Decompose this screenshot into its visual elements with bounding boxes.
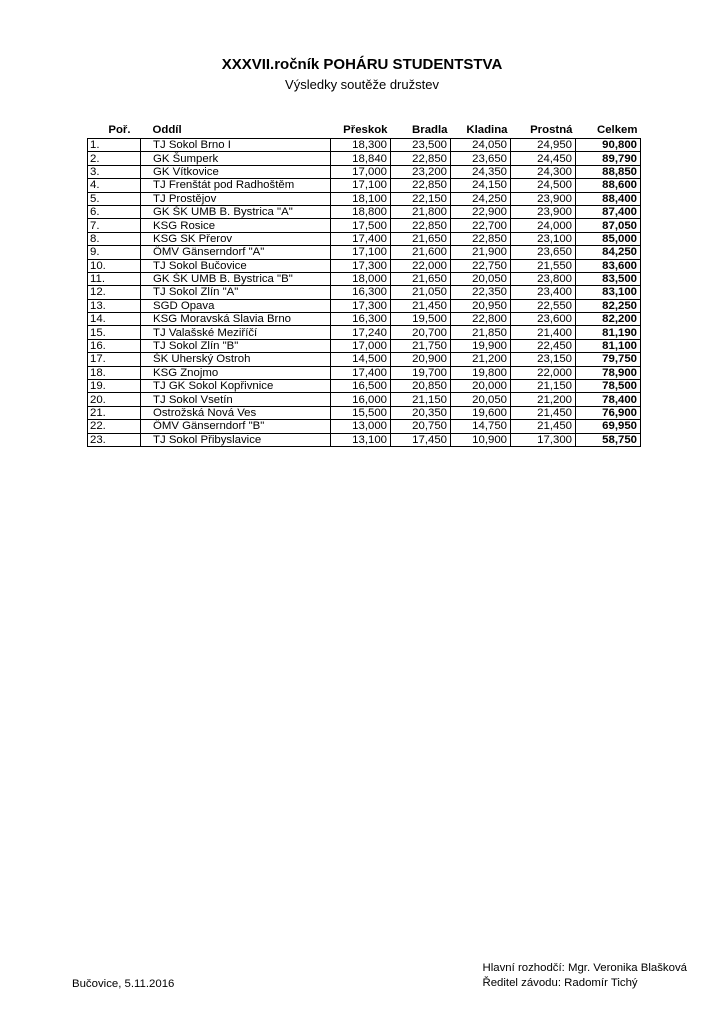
cell-prostna: 22,550: [511, 299, 576, 312]
cell-bradla: 17,450: [391, 433, 451, 446]
cell-kladina: 19,600: [451, 406, 511, 419]
cell-kladina: 19,800: [451, 366, 511, 379]
cell-prostna: 17,300: [511, 433, 576, 446]
cell-rank: 2.: [88, 152, 141, 165]
cell-preskok: 17,400: [331, 232, 391, 245]
cell-prostna: 21,450: [511, 420, 576, 433]
cell-rank: 13.: [88, 299, 141, 312]
cell-kladina: 21,900: [451, 246, 511, 259]
cell-prostna: 23,900: [511, 205, 576, 218]
cell-bradla: 22,850: [391, 219, 451, 232]
cell-club: TJ Sokol Vsetín: [141, 393, 331, 406]
cell-club: KSG SK Přerov: [141, 232, 331, 245]
cell-bradla: 21,150: [391, 393, 451, 406]
cell-preskok: 16,000: [331, 393, 391, 406]
cell-preskok: 17,500: [331, 219, 391, 232]
cell-prostna: 23,400: [511, 286, 576, 299]
cell-preskok: 18,100: [331, 192, 391, 205]
cell-rank: 14.: [88, 313, 141, 326]
cell-celkem: 78,500: [576, 380, 641, 393]
table-row: [88, 232, 641, 245]
cell-prostna: 21,400: [511, 326, 576, 339]
column-header-club: Oddíl: [141, 118, 331, 139]
cell-preskok: 13,000: [331, 420, 391, 433]
document-title: XXXVII.ročník POHÁRU STUDENTSTVA: [221, 56, 503, 73]
cell-celkem: 82,200: [576, 313, 641, 326]
cell-kladina: 20,000: [451, 380, 511, 393]
table-row: [88, 433, 641, 446]
cell-kladina: 10,900: [451, 433, 511, 446]
cell-bradla: 21,050: [391, 286, 451, 299]
cell-kladina: 21,200: [451, 353, 511, 366]
cell-rank: 5.: [88, 192, 141, 205]
cell-prostna: 23,650: [511, 246, 576, 259]
cell-rank: 10.: [88, 259, 141, 272]
cell-bradla: 20,700: [391, 326, 451, 339]
cell-kladina: 22,350: [451, 286, 511, 299]
cell-bradla: 20,850: [391, 380, 451, 393]
table-row: [88, 366, 641, 379]
cell-prostna: 21,550: [511, 259, 576, 272]
cell-preskok: 17,000: [331, 339, 391, 352]
cell-celkem: 88,400: [576, 192, 641, 205]
cell-bradla: 19,700: [391, 366, 451, 379]
table-row: [88, 165, 641, 178]
cell-club: TJ Valašské Meziříčí: [141, 326, 331, 339]
cell-rank: 22.: [88, 420, 141, 433]
cell-prostna: 24,950: [511, 139, 576, 152]
cell-rank: 18.: [88, 366, 141, 379]
document-subtitle: Výsledky soutěže družstev: [285, 77, 439, 92]
cell-prostna: 21,200: [511, 393, 576, 406]
cell-preskok: 18,800: [331, 205, 391, 218]
cell-celkem: 81,190: [576, 326, 641, 339]
cell-bradla: 19,500: [391, 313, 451, 326]
cell-celkem: 87,050: [576, 219, 641, 232]
table-row: [88, 313, 641, 326]
cell-kladina: 20,950: [451, 299, 511, 312]
cell-celkem: 69,950: [576, 420, 641, 433]
cell-celkem: 88,850: [576, 165, 641, 178]
cell-preskok: 17,100: [331, 179, 391, 192]
cell-club: KSG Moravská Slavia Brno: [141, 313, 331, 326]
cell-rank: 19.: [88, 380, 141, 393]
column-header-prostna: Prostná: [511, 118, 576, 139]
column-header-rank: Poř.: [88, 118, 141, 139]
cell-celkem: 82,250: [576, 299, 641, 312]
cell-rank: 23.: [88, 433, 141, 446]
cell-club: TJ Sokol Bučovice: [141, 259, 331, 272]
cell-rank: 20.: [88, 393, 141, 406]
cell-preskok: 17,240: [331, 326, 391, 339]
column-header-celkem: Celkem: [576, 118, 641, 139]
cell-kladina: 24,350: [451, 165, 511, 178]
cell-celkem: 90,800: [576, 139, 641, 152]
cell-celkem: 78,400: [576, 393, 641, 406]
cell-kladina: 22,700: [451, 219, 511, 232]
cell-celkem: 83,100: [576, 286, 641, 299]
table-row: [88, 406, 641, 419]
cell-club: ÖMV Gänserndorf "B": [141, 420, 331, 433]
cell-prostna: 24,450: [511, 152, 576, 165]
cell-club: GK Šumperk: [141, 152, 331, 165]
table-row: [88, 192, 641, 205]
cell-celkem: 79,750: [576, 353, 641, 366]
cell-prostna: 23,900: [511, 192, 576, 205]
cell-preskok: 16,300: [331, 313, 391, 326]
cell-rank: 7.: [88, 219, 141, 232]
cell-club: TJ Prostějov: [141, 192, 331, 205]
cell-celkem: 84,250: [576, 246, 641, 259]
cell-club: ŠK Uherský Ostroh: [141, 353, 331, 366]
cell-bradla: 22,000: [391, 259, 451, 272]
cell-rank: 12.: [88, 286, 141, 299]
cell-preskok: 17,300: [331, 299, 391, 312]
cell-rank: 17.: [88, 353, 141, 366]
cell-bradla: 20,900: [391, 353, 451, 366]
cell-rank: 9.: [88, 246, 141, 259]
cell-preskok: 14,500: [331, 353, 391, 366]
cell-celkem: 58,750: [576, 433, 641, 446]
results-table-body: [88, 139, 641, 447]
cell-kladina: 22,800: [451, 313, 511, 326]
cell-rank: 6.: [88, 205, 141, 218]
cell-preskok: 13,100: [331, 433, 391, 446]
cell-rank: 8.: [88, 232, 141, 245]
cell-bradla: 20,750: [391, 420, 451, 433]
cell-prostna: 22,450: [511, 339, 576, 352]
cell-rank: 4.: [88, 179, 141, 192]
competition-director: Ředitel závodu: Radomír Tichý: [482, 977, 638, 989]
cell-rank: 1.: [88, 139, 141, 152]
cell-kladina: 22,850: [451, 232, 511, 245]
head-judge: Hlavní rozhodčí: Mgr. Veronika Blašková: [482, 962, 687, 974]
cell-preskok: 18,000: [331, 272, 391, 285]
table-row: [88, 353, 641, 366]
column-header-kladina: Kladina: [451, 118, 511, 139]
cell-bradla: 21,650: [391, 272, 451, 285]
table-row: [88, 152, 641, 165]
cell-prostna: 21,150: [511, 380, 576, 393]
cell-kladina: 21,850: [451, 326, 511, 339]
table-row: [88, 339, 641, 352]
cell-celkem: 83,600: [576, 259, 641, 272]
column-header-bradla: Bradla: [391, 118, 451, 139]
cell-prostna: 24,300: [511, 165, 576, 178]
cell-kladina: 22,750: [451, 259, 511, 272]
table-row: [88, 393, 641, 406]
cell-kladina: 20,050: [451, 272, 511, 285]
cell-kladina: 23,650: [451, 152, 511, 165]
cell-preskok: 17,100: [331, 246, 391, 259]
cell-prostna: 24,500: [511, 179, 576, 192]
cell-preskok: 18,840: [331, 152, 391, 165]
cell-bradla: 21,600: [391, 246, 451, 259]
cell-preskok: 16,500: [331, 380, 391, 393]
cell-bradla: 23,200: [391, 165, 451, 178]
cell-prostna: 23,800: [511, 272, 576, 285]
cell-preskok: 18,300: [331, 139, 391, 152]
cell-preskok: 17,400: [331, 366, 391, 379]
cell-club: KSG Znojmo: [141, 366, 331, 379]
table-row: [88, 205, 641, 218]
table-row: [88, 259, 641, 272]
cell-club: TJ Sokol Zlín "B": [141, 339, 331, 352]
cell-club: TJ Frenštát pod Radhoštěm: [141, 179, 331, 192]
cell-kladina: 24,050: [451, 139, 511, 152]
cell-bradla: 22,850: [391, 152, 451, 165]
cell-club: Ostrožská Nová Ves: [141, 406, 331, 419]
cell-rank: 3.: [88, 165, 141, 178]
cell-bradla: 21,800: [391, 205, 451, 218]
table-row: [88, 272, 641, 285]
cell-kladina: 20,050: [451, 393, 511, 406]
table-row: [88, 139, 641, 152]
cell-club: ÖMV Gänserndorf "A": [141, 246, 331, 259]
cell-club: TJ Sokol Zlín "A": [141, 286, 331, 299]
cell-club: GK ŠK UMB B. Bystrica "B": [141, 272, 331, 285]
cell-rank: 16.: [88, 339, 141, 352]
table-row: [88, 246, 641, 259]
table-row: [88, 326, 641, 339]
place-date: Bučovice, 5.11.2016: [72, 978, 175, 990]
cell-club: TJ GK Sokol Kopřivnice: [141, 380, 331, 393]
cell-celkem: 89,790: [576, 152, 641, 165]
cell-preskok: 17,000: [331, 165, 391, 178]
cell-bradla: 21,750: [391, 339, 451, 352]
cell-preskok: 15,500: [331, 406, 391, 419]
cell-prostna: 22,000: [511, 366, 576, 379]
cell-celkem: 81,100: [576, 339, 641, 352]
cell-celkem: 85,000: [576, 232, 641, 245]
cell-kladina: 19,900: [451, 339, 511, 352]
cell-kladina: 24,250: [451, 192, 511, 205]
cell-club: TJ Sokol Brno I: [141, 139, 331, 152]
cell-celkem: 76,900: [576, 406, 641, 419]
cell-bradla: 23,500: [391, 139, 451, 152]
table-header-row: [88, 118, 641, 139]
results-table: [87, 118, 641, 447]
cell-bradla: 22,850: [391, 179, 451, 192]
cell-celkem: 83,500: [576, 272, 641, 285]
cell-club: GK Vítkovice: [141, 165, 331, 178]
cell-prostna: 24,000: [511, 219, 576, 232]
column-header-preskok: Přeskok: [331, 118, 391, 139]
cell-club: TJ Sokol Přibyslavice: [141, 433, 331, 446]
cell-club: GK ŠK UMB B. Bystrica "A": [141, 205, 331, 218]
table-row: [88, 299, 641, 312]
cell-rank: 15.: [88, 326, 141, 339]
cell-kladina: 14,750: [451, 420, 511, 433]
table-row: [88, 219, 641, 232]
table-row: [88, 179, 641, 192]
cell-celkem: 87,400: [576, 205, 641, 218]
cell-bradla: 21,650: [391, 232, 451, 245]
cell-kladina: 22,900: [451, 205, 511, 218]
cell-preskok: 16,300: [331, 286, 391, 299]
cell-prostna: 23,150: [511, 353, 576, 366]
table-row: [88, 286, 641, 299]
table-row: [88, 420, 641, 433]
cell-preskok: 17,300: [331, 259, 391, 272]
table-row: [88, 380, 641, 393]
cell-club: KSG Rosice: [141, 219, 331, 232]
cell-prostna: 21,450: [511, 406, 576, 419]
cell-club: SGD Opava: [141, 299, 331, 312]
cell-prostna: 23,600: [511, 313, 576, 326]
cell-bradla: 20,350: [391, 406, 451, 419]
cell-celkem: 78,900: [576, 366, 641, 379]
cell-kladina: 24,150: [451, 179, 511, 192]
signature-block: [483, 961, 688, 991]
cell-prostna: 23,100: [511, 232, 576, 245]
cell-celkem: 88,600: [576, 179, 641, 192]
cell-bradla: 22,150: [391, 192, 451, 205]
cell-rank: 11.: [88, 272, 141, 285]
cell-rank: 21.: [88, 406, 141, 419]
cell-bradla: 21,450: [391, 299, 451, 312]
